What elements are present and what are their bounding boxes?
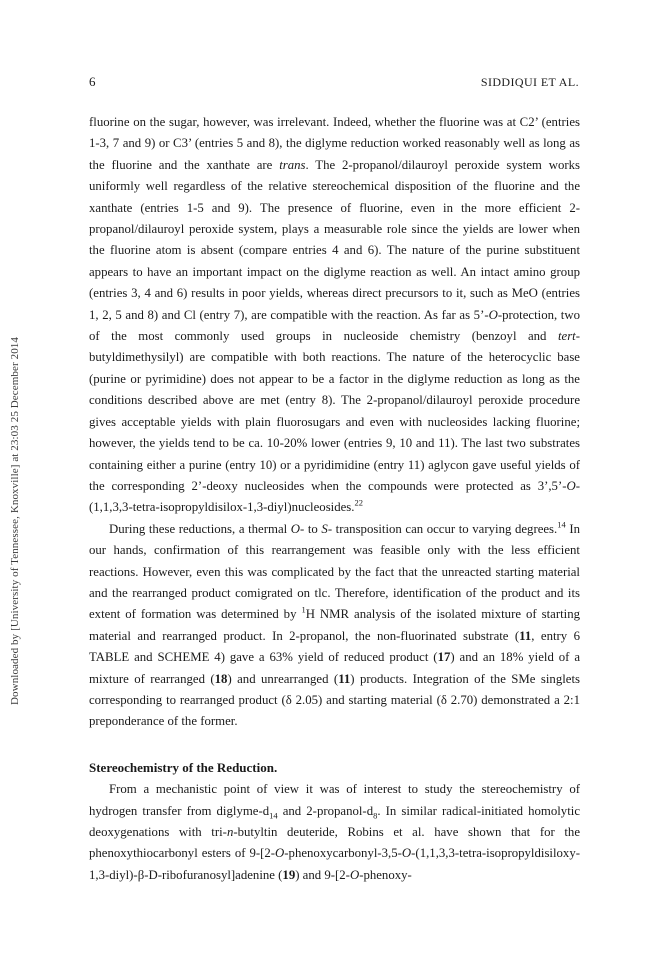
compound-number: 18 — [214, 671, 228, 686]
compound-number: 19 — [282, 867, 296, 882]
page-number: 6 — [89, 74, 96, 89]
paragraph-stereochemistry: From a mechanistic point of view it was of interest to study the stereochemistry of hydrogen transfer from diglyme-$d_{14}$ and $2-propanol-d_8$. In similar radical-initiated homolytic deoxygenations with tri-n-butyltin deuteride, Robins et al. have shown that for the phenoxythiocarbonyl esters of 9-[2-O-phenoxycarbonyl-3,5-O-(1,1,3,3-tetra-isopropyldisiloxy-1,3-diyl)-β-D-ribofuranosyl]adenine (19) and 9-[2-O-phenoxy- — [89, 782, 580, 882]
download-watermark: Downloaded by [University of Tennessee, Knoxville] at 23:03 25 December 2014 — [9, 336, 21, 705]
citation-ref: 22 — [354, 498, 363, 509]
compound-number: 11 — [519, 628, 532, 643]
compound-number: 17 — [437, 650, 451, 665]
article-body — [89, 112, 580, 886]
paragraph-transposition: During these reductions, a thermal O- to S- transposition can occur to varying degrees.$^{14}$ In our hands, confirmation of this rearrangement was feasible only with the less efficient reactions. However, even this was complicated by the fact that the unreacted starting material and the rearranged product comigrated on tlc. Therefore, identification of the product and its extent of formation was determined by $^1$H NMR analysis of the isolated mixture of starting material and rearranged product. In 2-propanol, the non-fluorinated substrate (11, entry 6 TABLE and SCHEME 4) gave a 63% yield of reduced product (17) and an 18% yield of a mixture of rearranged (18) and unrearranged (11) products. Integration of the SMe singlets corresponding to rearranged product (δ 2.05) and starting material (δ 2.70) demonstrated a 2:1 preponderance of the former. — [89, 519, 580, 729]
compound-number: 11 — [338, 671, 351, 686]
running-head: SIDDIQUI ET AL. — [480, 75, 579, 89]
section-heading: Stereochemistry of the Reduction. — [89, 759, 278, 775]
citation-ref: 14 — [557, 519, 566, 530]
paragraph-fluorine-effects: fluorine on the sugar, however, was irrelevant. Indeed, whether the fluorine was at C2’ (entries 1-3, 7 and 9) or C3’ (entries 5 and 8), the diglyme reduction worked reasonably well as long as the fluorine and the xanthate are trans. The 2-propanol/dilauroyl peroxide system works uniformly well regardless of the relative stereochemical disposition of the fluorine and the xanthate (entries 1-5 and 9). The presence of fluorine, even in the more efficient 2-propanol/dilauroyl peroxide system, plays a measurable role since the yields are lower when the fluorine atom is absent (compare entries 4 and 6). The nature of the purine substituent appears to have an important impact on the diglyme reaction as well. An intact amino group (entries 3, 4 and 6) results in poor yields, whereas direct precursors to it, such as MeO (entries 1, 2, 5 and 8) and Cl (entry 7), are compatible with the reaction. As far as 5’-O-protection, two of the most commonly used groups in nucleoside chemistry (benzoyl and tert-butyldimethysilyl) are compatible with both reactions. The nature of the heterocyclic base (purine or pyrimidine) does not appear to be a factor in the diglyme reduction as long as the conditions described above are met (entry 8). The 2-propanol/dilauroyl peroxide procedure gives acceptable yields with plain fluorosugars and even with nucleosides lacking fluorine; however, the yields tend to be ca. 10-20% lower (entries 9, 10 and 11). The last two substrates containing either a purine (entry 10) or a pyridimidine (entry 11) aglycon gave useful yields of the corresponding 2’-deoxy nucleosides when the compounds were protected as 3’,5’-O-(1,1,3,3-tetra-isopropyldisilox-1,3-diyl)nucleosides.$^{22}$ — [89, 115, 580, 515]
